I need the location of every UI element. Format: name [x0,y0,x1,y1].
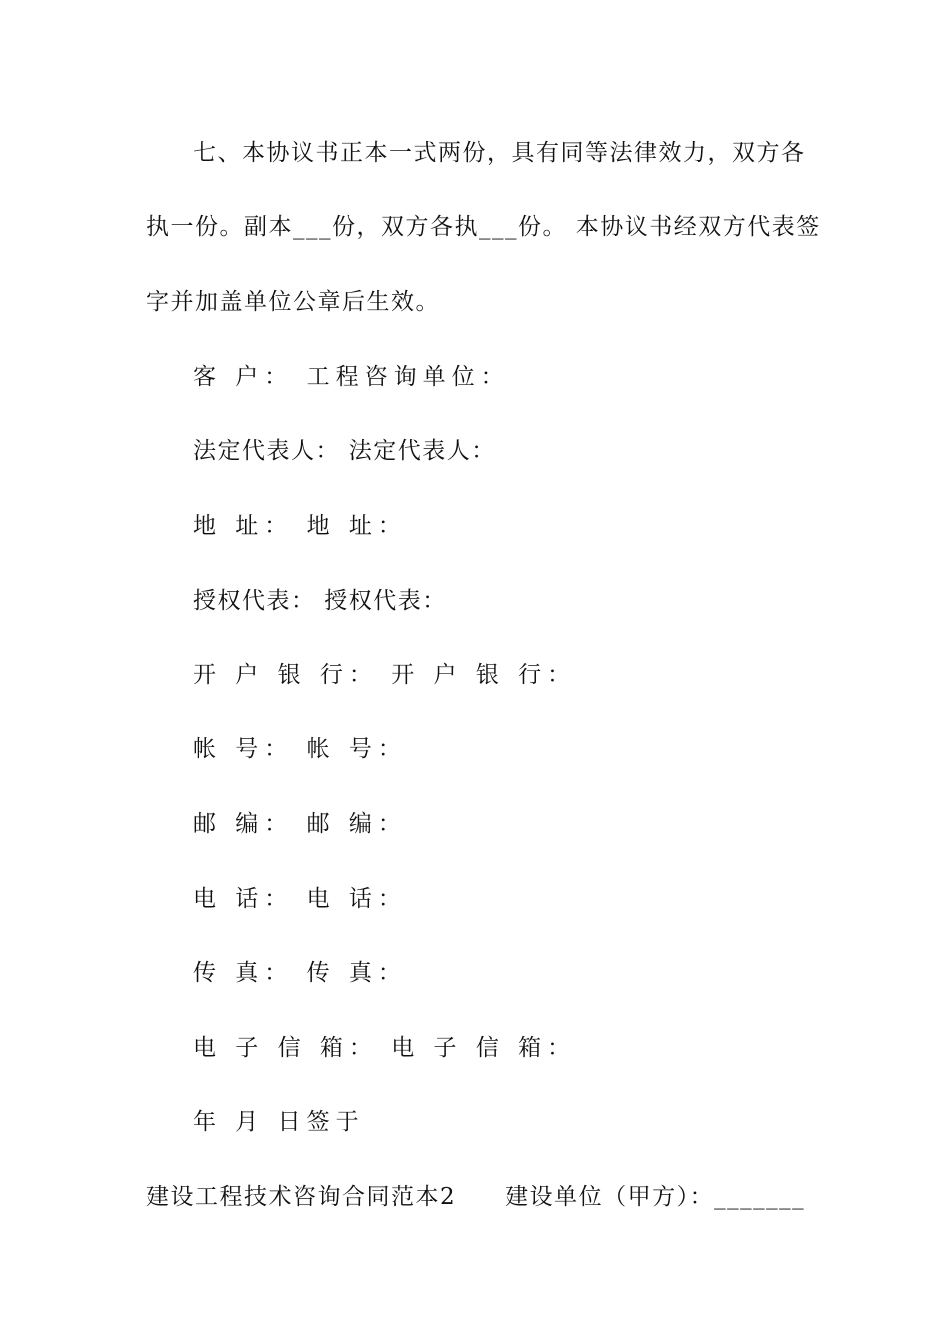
signing-date-row: 年 月 日签于 [193,1109,365,1135]
client-row: 客 户： 工程咨询单位： [193,364,510,390]
fax-row: 传 真： 传 真： [193,960,407,986]
authorized-rep-row: 授权代表： 授权代表： [193,588,447,614]
next-contract-heading: 建设工程技术咨询合同范本2 建设单位（甲方）：_______ [146,1184,806,1210]
phone-row: 电 话： 电 话： [193,886,407,912]
legal-rep-row: 法定代表人： 法定代表人： [193,438,496,464]
account-row: 帐 号： 帐 号： [193,736,407,762]
address-row: 地 址： 地 址： [193,513,407,539]
postcode-row: 邮 编： 邮 编： [193,811,407,837]
email-row: 电 子 信 箱： 电 子 信 箱： [193,1035,577,1061]
clause-seven-line-2: 执一份。副本___份，双方各执___份。 本协议书经双方代表签 [146,214,821,240]
bank-row: 开 户 银 行： 开 户 银 行： [193,662,577,688]
clause-seven-line-3: 字并加盖单位公章后生效。 [146,289,440,315]
clause-seven-line-1: 七、本协议书正本一式两份，具有同等法律效力，双方各 [193,140,806,166]
